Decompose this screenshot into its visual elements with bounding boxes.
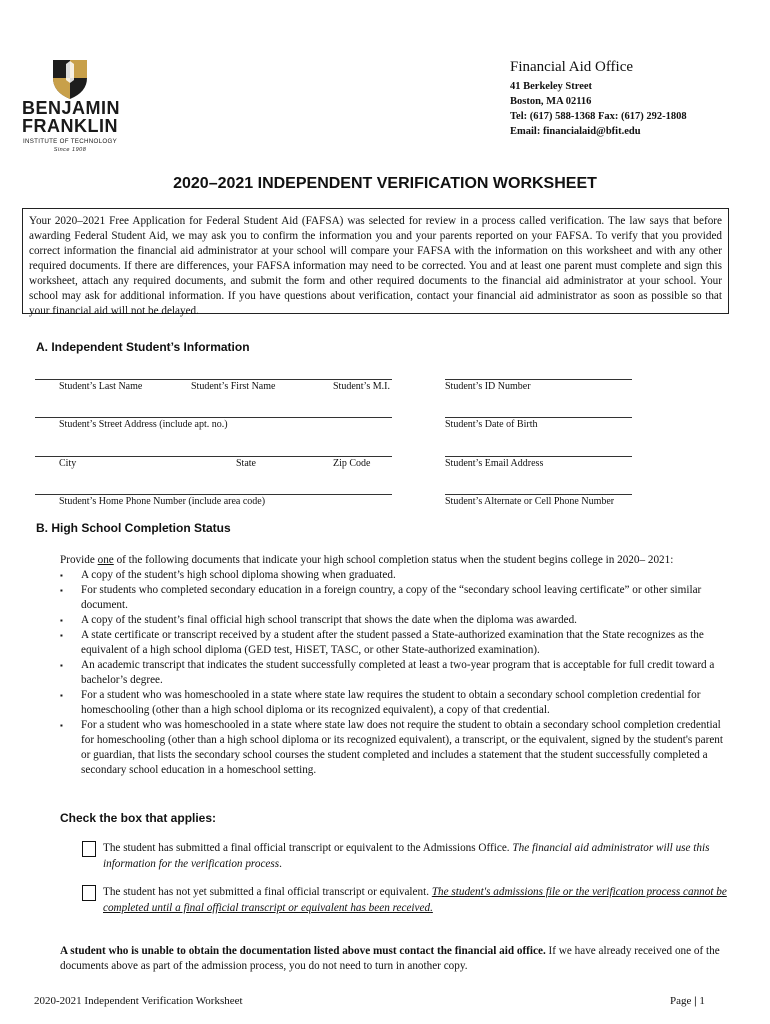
logo-name-line2: FRANKLIN — [22, 116, 118, 136]
city-label: City — [59, 458, 77, 469]
not-submitted-text — [103, 884, 732, 916]
office-email: Email: financialaid@bfit.edu — [510, 126, 641, 137]
student-name-input[interactable] — [35, 379, 392, 380]
not-submitted-text-italic: The student's admissions file or the verification process cannot be completed until a final official transcript or equivalent has been received — [103, 886, 727, 914]
bullet-icon: ▪ — [60, 721, 63, 730]
list-item-text: A copy of the student’s high school diploma showing when graduated. — [81, 569, 396, 581]
zip-label: Zip Code — [333, 458, 371, 469]
logo-since-line: Since 1908 — [53, 147, 87, 153]
list-item-text: For a student who was homeschooled in a state where state law requires the student to obtain a secondary school completion credential for homeschooling (other than a high school diploma or its recognized equivalent), a copy of that credential. — [81, 689, 701, 716]
list-item — [60, 688, 735, 718]
intro-pre: Provide — [60, 554, 98, 566]
submitted-text-end: . — [279, 858, 282, 870]
home-phone-label: Student’s Home Phone Number (include area code) — [59, 496, 266, 507]
page-separator: | — [691, 995, 700, 1007]
list-item-text: A state certificate or transcript received by a student after the student passed a State-authorized examination that the State recognizes as the equivalent of a high school diploma (GED test, HiSET, TASC, or other State-authorized examination). — [81, 629, 704, 656]
student-id-input[interactable] — [445, 379, 632, 380]
logo-institute-line: INSTITUTE OF TECHNOLOGY — [22, 138, 118, 145]
footer-title: 2020-2021 Independent Verification Worksheet — [34, 995, 243, 1007]
page-number — [670, 995, 705, 1007]
list-item — [60, 658, 735, 688]
check-option-submitted — [82, 840, 732, 872]
bullet-icon: ▪ — [60, 631, 63, 640]
not-submitted-checkbox[interactable] — [82, 885, 96, 901]
list-item-text: For students who completed secondary education in a foreign country, a copy of the “secondary school leaving certificate” or other similar document. — [81, 584, 702, 611]
list-item — [60, 718, 735, 778]
section-a-heading: A. Independent Student’s Information — [36, 340, 250, 354]
not-submitted-text-end: . — [430, 902, 433, 914]
bullet-icon: ▪ — [60, 571, 63, 580]
office-address1: 41 Berkeley Street — [510, 81, 593, 92]
list-item — [60, 568, 735, 583]
office-address2: Boston, MA 02116 — [510, 96, 592, 107]
list-item — [60, 613, 735, 628]
first-name-label: Student’s First Name — [191, 381, 276, 392]
date-of-birth-label: Student’s Date of Birth — [445, 419, 538, 430]
intro-paragraph: Your 2020–2021 Free Application for Federal Student Aid (FAFSA) was selected for review in a process called verification. The law says that before awarding Federal Student Aid, we may ask you to confirm the information you and your parents reported on your FAFSA. To verify that you provided correct information the financial aid administrator at your school will compare your FAFSA with the information on this worksheet and with any other required documents. If there are differences, your FAFSA information may need to be corrected. You and at least one parent must complete and sign this worksheet, attach any required documents, and submit the form and other required documents to the financial aid administrator at your school. Your school may ask for additional information. If you have questions about verification, contact your financial aid administrator as soon as possible so that your financial aid will not be delayed. — [22, 208, 729, 314]
bullet-icon: ▪ — [60, 661, 63, 670]
document-list — [60, 568, 735, 778]
list-item — [60, 628, 735, 658]
check-option-not-submitted — [82, 884, 732, 916]
office-title: Financial Aid Office — [510, 59, 634, 75]
submitted-text — [103, 840, 732, 872]
bullet-icon: ▪ — [60, 691, 63, 700]
city-state-zip-input[interactable] — [35, 456, 392, 457]
high-school-documents — [60, 553, 735, 778]
street-address-label: Student’s Street Address (include apt. no.) — [59, 419, 228, 430]
id-number-label: Student’s ID Number — [445, 381, 531, 392]
office-phone: Tel: (617) 588-1368 Fax: (617) 292-1808 — [510, 111, 687, 122]
check-heading: Check the box that applies: — [60, 811, 217, 825]
list-item — [60, 583, 735, 613]
list-item-text: For a student who was homeschooled in a state where state law does not require the student to obtain a secondary school completion credential for homeschooling (other than a high school diploma or its recognized equivalent), a transcript, or the equivalent, signed by the student's parent or guardian, that lists the secondary school courses the student completed and includes a statement that the student successfully completed a secondary school education in a homeschool setting. — [81, 719, 724, 776]
email-label: Student’s Email Address — [445, 458, 544, 469]
home-phone-input[interactable] — [35, 494, 392, 495]
section-b-intro — [60, 553, 735, 568]
alt-phone-label: Student’s Alternate or Cell Phone Number — [445, 496, 615, 507]
date-of-birth-input[interactable] — [445, 417, 632, 418]
office-info — [510, 58, 687, 139]
note-bold: A student who is unable to obtain the documentation listed above must contact the financial aid office. — [60, 945, 546, 957]
intro-post: of the following documents that indicate your high school completion status when the student begins college in 2020– 2021: — [113, 554, 674, 566]
documentation-note — [60, 944, 740, 974]
shield-emblem-icon — [22, 58, 118, 100]
list-item-text: An academic transcript that indicates the student successfully completed at least a two-year program that is acceptable for full credit toward a bachelor’s degree. — [81, 659, 715, 686]
note-rest: If we have already received one of the documents above as part of the admission process, you do not need to turn in another copy. — [60, 945, 720, 972]
submitted-text-italic: The financial aid administrator will use this information for the verification process — [103, 842, 710, 870]
submitted-text-plain: The student has submitted a final official transcript or equivalent to the Admissions Office. — [103, 842, 513, 854]
document-title: 2020–2021 INDEPENDENT VERIFICATION WORKSHEET — [173, 175, 597, 192]
page-label: Page — [670, 995, 692, 1007]
page-number-value: 1 — [699, 995, 705, 1007]
bullet-icon: ▪ — [60, 586, 63, 595]
intro-one: one — [97, 554, 114, 566]
email-input[interactable] — [445, 456, 632, 457]
school-logo — [22, 58, 121, 156]
logo-name-line1: BENJAMIN — [22, 98, 121, 118]
state-label: State — [236, 458, 256, 469]
section-b-heading: B. High School Completion Status — [36, 521, 231, 535]
submitted-checkbox[interactable] — [82, 841, 96, 857]
not-submitted-text-plain: The student has not yet submitted a final official transcript or equivalent. — [103, 886, 432, 898]
street-address-input[interactable] — [35, 417, 392, 418]
bullet-icon: ▪ — [60, 616, 63, 625]
alt-phone-input[interactable] — [445, 494, 632, 495]
list-item-text: A copy of the student’s final official high school transcript that shows the date when the diploma was awarded. — [81, 614, 577, 626]
last-name-label: Student’s Last Name — [59, 381, 143, 392]
mi-label: Student’s M.I. — [333, 381, 390, 392]
